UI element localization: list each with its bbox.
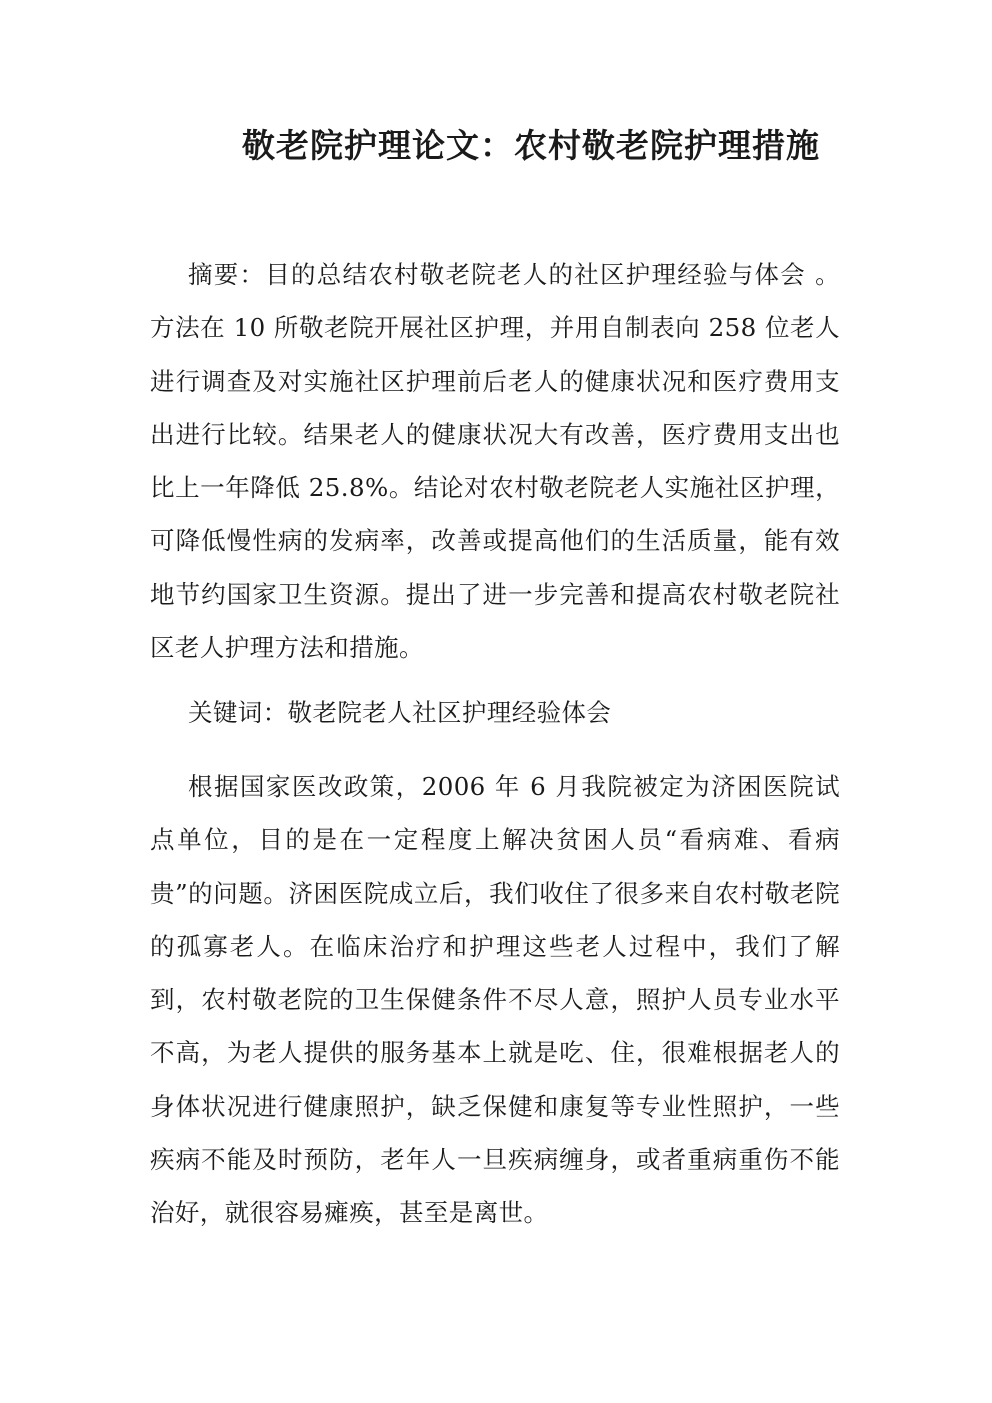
abstract-paragraph: 摘要：目的总结农村敬老院老人的社区护理经验与体会 。方法在 10 所敬老院开展社区护理，并用自制表向 258 位老人进行调查及对实施社区护理前后老人的健康状况和医疗费用支出进行比较。结果老人的健康状况大有改善，医疗费用支出也比上一年降低 25.8%。结论对农村敬老院老人实施社区护理，可降低慢性病的发病率，改善或提高他们的生活质量，能有效地节约国家卫生资源。提出了进一步完善和提高农村敬老院社区老人护理方法和措施。	[150, 260, 840, 663]
body-paragraph: 根据国家医改政策，2006 年 6 月我院被定为济困医院试点单位，目的是在一定程度上解决贫困人员“看病难、看病贵”的问题。济困医院成立后，我们收住了很多来自农村敬老院的孤寡老人。在临床治疗和护理这些老人过程中，我们了解到，农村敬老院的卫生保健条件不尽人意，照护人员专业水平不高，为老人提供的服务基本上就是吃、住，很难根据老人的身体状况进行健康照护，缺乏保健和康复等专业性照护，一些疾病不能及时预防，老年人一旦疾病缠身，或者重病重伤不能治好，就很容易瘫痪，甚至是离世。	[150, 772, 840, 1228]
keywords-line: 关键词：敬老院老人社区护理经验体会	[188, 698, 612, 727]
document-title: 敬老院护理论文：农村敬老院护理措施	[242, 126, 820, 165]
